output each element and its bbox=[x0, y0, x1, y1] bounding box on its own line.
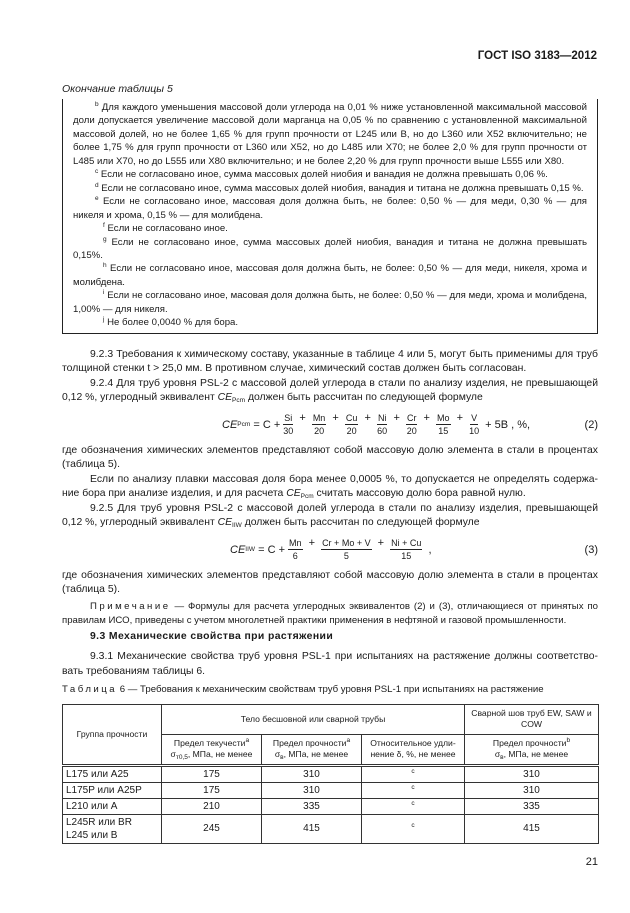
cell-group: L175 или A25 bbox=[63, 765, 162, 782]
cell-seam: 415 bbox=[465, 814, 599, 843]
header-body: Тело бесшовной или сварной трубы bbox=[162, 704, 465, 734]
fraction: $\frac{Cr}{20}$ bbox=[406, 413, 417, 437]
cell-tensile: 335 bbox=[262, 798, 362, 814]
document-id: ГОСТ ISO 3183—2012 bbox=[477, 50, 597, 62]
cell-group: L210 или A bbox=[63, 798, 162, 814]
footnote: $^e$ Если не согласовано иное, массовая доля должна быть, не более: 0,50 % — для меди, 0,30 % — для никеля и хрома, 0,15 % — для молибдена. bbox=[73, 195, 587, 221]
header-yield: Предел текучести$^a$ $\sigma_{т0,5}$, МПа, не менее bbox=[162, 734, 262, 765]
cell-seam: 310 bbox=[465, 765, 599, 782]
cell-elongation: c bbox=[362, 814, 465, 843]
cell-seam: 310 bbox=[465, 782, 599, 798]
cell-yield: 210 bbox=[162, 798, 262, 814]
table-continuation-label: Окончание таблицы 5 bbox=[62, 83, 173, 95]
footnote: $^d$ Если не согласовано иное, сумма массовых долей ниобия, ванадия и титана не должна превышать 0,15 %. bbox=[95, 181, 584, 194]
paragraph-9-2-5: 9.2.5 Для труб уровня PSL-2 с массовой долей углерода в стали по анализу изделия, превышающей 0,12 %, углеродный эквивалент $CE_{IIW}$ должен быть рассчитан по следующей формуле bbox=[62, 502, 598, 530]
footnote: $^c$ Если не согласовано иное, сумма массовых долей ниобия и ванадия не должна превышать 0,06 %. bbox=[95, 168, 548, 181]
fraction: $\frac{V}{10}$ bbox=[469, 413, 480, 437]
section-heading: 9.3 Механические свойства при растяжении bbox=[90, 630, 334, 642]
cell-group: L175P или A25P bbox=[63, 782, 162, 798]
table-6 bbox=[62, 704, 599, 844]
paragraph-boron: Если по анализу плавки массовая доля бора менее 0,0005 %, то допускается не определять содержание бора при анализе изделия, и для расчета $CE_{Pcm}$ считать массовую долю бора равной нулю. bbox=[62, 473, 598, 501]
paragraph-9-2-4: 9.2.4 Для труб уровня PSL-2 с массовой долей углерода в стали по анализу изделия, не превышающей 0,12 %, углеродный эквивалент $CE_{Pcm}$ должен быть рассчитан по следующей формуле bbox=[62, 377, 598, 405]
header-elongation: Относительное удлинение δ, %, не менее bbox=[362, 734, 465, 765]
fraction: $\frac{Mn}{20}$ bbox=[312, 413, 326, 437]
formula-3: CE IIW = C + $\frac{Mn}{6}$ + $\frac{Cr + Mo + V}{5}$ + $\frac{Ni + Cu}{15}$ , (3) bbox=[230, 537, 598, 562]
fraction: $\frac{Ni}{60}$ bbox=[377, 413, 388, 437]
fraction: $\frac{Si}{30}$ bbox=[283, 413, 294, 437]
fraction: $\frac{Mo}{15}$ bbox=[437, 413, 450, 437]
header-tensile: Предел прочности$^a$ $\sigma_в$, МПа, не менее bbox=[262, 734, 362, 765]
table-row bbox=[63, 782, 599, 798]
cell-yield: 245 bbox=[162, 814, 262, 843]
table-caption: Таблица 6 — Требования к механическим свойствам труб уровня PSL-1 при испытаниях на растяжение bbox=[62, 684, 544, 696]
cell-group: L245R или BR L245 или B bbox=[63, 814, 162, 843]
page-number: 21 bbox=[585, 855, 598, 868]
header-seam-tensile: Предел прочности$^b$ $\sigma_в$, МПа, не менее bbox=[465, 734, 599, 765]
cell-yield: 175 bbox=[162, 782, 262, 798]
header-seam: Сварной шов труб EW, SAW и COW bbox=[465, 704, 599, 734]
footnote: $^g$ Если не согласовано иное, сумма массовых долей ниобия, ванадия и титана не должна превышать 0,15%. bbox=[73, 235, 587, 261]
cell-seam: 335 bbox=[465, 798, 599, 814]
cell-tensile: 415 bbox=[262, 814, 362, 843]
footnote: $^b$ Для каждого уменьшения массовой доли углерода на 0,01 % ниже установленной максимальной массовой доли допускается увеличение массовой доли марганца на 0,05 % по сравнению с установленной максимальной массовой долей, но не более 1,65 % для групп прочности от L245 или В, но до L360 или Х52 включительно; не более 1,75 % для групп прочности от L360 или Х52, но до L485 или Х70; не более 2,0 % для групп прочности от L485 или Х70, но до L555 или Х80 включительно; и не более 2,20 % для групп прочности выше L555 или Х80. bbox=[73, 101, 587, 167]
note: Примечание — Формулы для расчета углеродных эквивалентов (2) и (3), отличающиеся от принятых по правилам ИСО, приведены с учетом многолетней практики применения в нефтяной и газовой промышленности. bbox=[62, 600, 598, 626]
cell-tensile: 310 bbox=[262, 765, 362, 782]
table-row bbox=[63, 798, 599, 814]
fraction: $\frac{Cu}{20}$ bbox=[345, 413, 358, 437]
cell-elongation: c bbox=[362, 782, 465, 798]
footnote: $^f$ Если не согласовано иное. bbox=[103, 222, 228, 235]
footnote: $^j$ Не более 0,0040 % для бора. bbox=[103, 316, 239, 329]
paragraph-9-3-1: 9.3.1 Механические свойства труб уровня PSL-1 при испытаниях на растяжение должны соответствовать требованиям таблицы 6. bbox=[62, 651, 598, 677]
fraction: $\frac{Cr + Mo + V}{5}$ bbox=[322, 538, 371, 562]
paragraph-where-2: где обозначения химических элементов представляют собой массовую долю элемента в стали в процентах (таблица 5). bbox=[62, 569, 598, 596]
footnote: $^i$ Если не согласовано иное, масовая доля должна быть, не более: 0,50 % — для меди, хрома и молибдена, 1,00% — для никеля. bbox=[73, 289, 587, 315]
cell-tensile: 310 bbox=[262, 782, 362, 798]
paragraph-where-1: где обозначения химических элементов представляют собой массовую долю элемента в стали в процентах (таблица 5). bbox=[62, 444, 598, 471]
cell-elongation: c bbox=[362, 798, 465, 814]
table-row bbox=[63, 814, 599, 843]
table-row bbox=[63, 765, 599, 782]
footnote: $^h$ Если не согласовано иное, массовая доля должна быть, не более: 0,50 % — для меди, никеля, хрома и молибдена. bbox=[73, 262, 587, 288]
cell-elongation: c bbox=[362, 765, 465, 782]
page-content bbox=[62, 82, 598, 868]
paragraph-9-2-3: 9.2.3 Требования к химическому составу, указанные в таблице 4 или 5, могут быть применимы для труб толщиной стенки t > 25,0 мм. В противном случае, химический состав должен быть согласован. bbox=[62, 348, 598, 375]
cell-yield: 175 bbox=[162, 765, 262, 782]
formula-2: CE Pcm = C + $\frac{Si}{30}$ + $\frac{Mn}{20}$ + $\frac{Cu}{20}$ + $\frac{Ni}{60}$ + $\frac{Cr}{20}$ + $\frac{Mo}{15}$ + $\frac{V}{10}$ + 5B , %, (2) bbox=[222, 412, 598, 437]
fraction: $\frac{Mn}{6}$ bbox=[289, 538, 302, 562]
header-group: Группа прочности bbox=[63, 704, 162, 765]
table5-footnotes bbox=[62, 99, 598, 334]
fraction: $\frac{Ni + Cu}{15}$ bbox=[391, 538, 422, 562]
